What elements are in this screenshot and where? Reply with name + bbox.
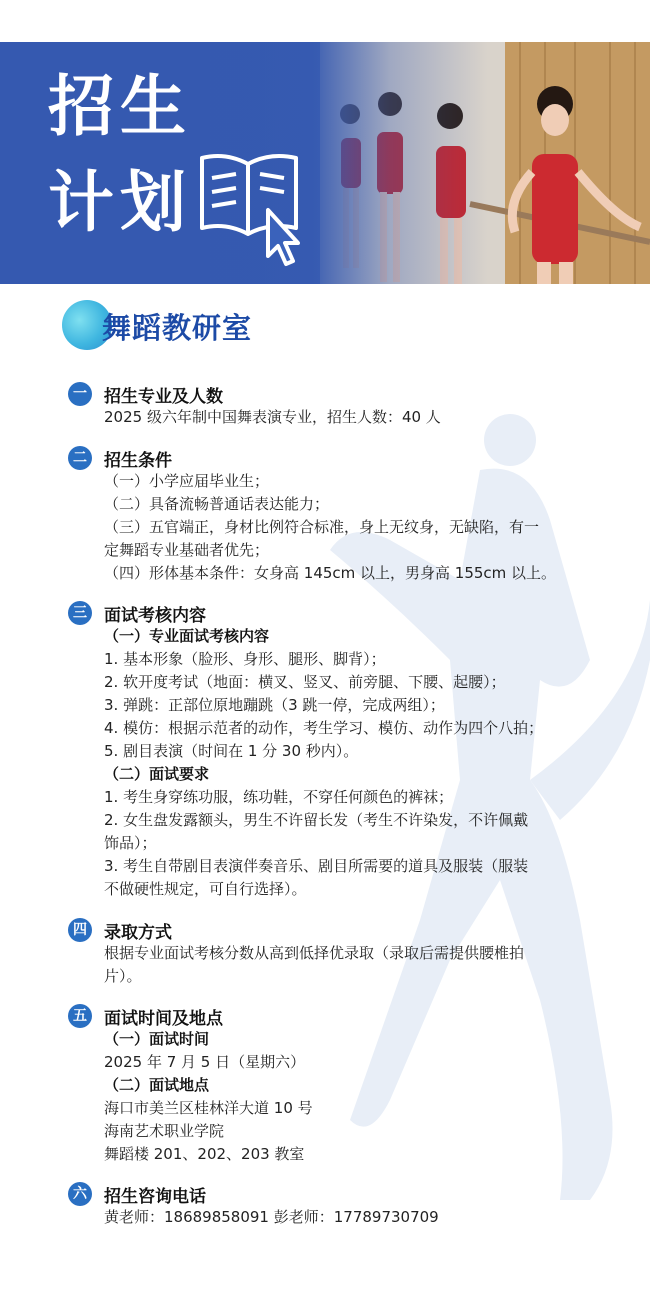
section-number-6: 六	[68, 1182, 92, 1206]
section-text: 定舞蹈专业基础者优先；	[104, 541, 270, 559]
section-text: 2025 级六年制中国舞表演专业，招生人数：40 人	[104, 408, 441, 426]
section-text: 海南艺术职业学院	[104, 1122, 225, 1140]
book-cursor-icon	[196, 144, 302, 274]
section-text: 片）。	[104, 967, 142, 985]
section-text: （四）形体基本条件：女身高 145cm 以上，男身高 155cm 以上。	[104, 564, 557, 582]
subsection-title: （二）面试地点	[104, 1076, 210, 1094]
section-text: （一）小学应届毕业生；	[104, 472, 270, 490]
banner-title-line1: 招生	[48, 68, 192, 145]
top-strip	[0, 0, 650, 42]
section-text: （二）具备流畅普通话表达能力；	[104, 495, 330, 513]
section-title: 招生专业及人数	[104, 387, 223, 407]
section-text: 舞蹈楼 201、202、203 教室	[104, 1145, 305, 1163]
section-number-5: 五	[68, 1004, 92, 1028]
section-text: 3. 弹跳：正部位原地蹦跳（3 跳一停，完成两组）；	[104, 696, 445, 714]
subsection-title: （二）面试要求	[104, 765, 210, 783]
section-title: 面试考核内容	[104, 606, 206, 626]
contact-phones: 黄老师：18689858091 彭老师：17789730709	[104, 1208, 439, 1226]
section-text: 3. 考生自带剧目表演伴奏音乐、剧目所需要的道具及服装（服装	[104, 857, 529, 875]
section-text: （三）五官端正，身材比例符合标准，身上无纹身，无缺陷，有一	[104, 518, 540, 536]
section-text: 根据专业面试考核分数从高到低择优录取（录取后需提供腰椎拍	[104, 944, 525, 962]
section-title: 录取方式	[104, 923, 172, 943]
section-number-1: 一	[68, 382, 92, 406]
section-text: 饰品）；	[104, 834, 157, 852]
section-text: 2. 软开度考试（地面：横叉、竖叉、前旁腿、下腰、起腰）；	[104, 673, 506, 691]
section-title: 招生条件	[104, 451, 172, 471]
section-text: 1. 考生身穿练功服，练功鞋，不穿任何颜色的裤袜；	[104, 788, 454, 806]
banner-title-line2: 计划	[48, 164, 192, 241]
subsection-title: （一）面试时间	[104, 1030, 210, 1048]
section-number-2: 二	[68, 446, 92, 470]
section-text: 海口市美兰区桂林洋大道 10 号	[104, 1099, 313, 1117]
section-text: 1. 基本形象（脸形、身形、腿形、脚背）；	[104, 650, 386, 668]
section-text: 5. 剧目表演（时间在 1 分 30 秒内）。	[104, 742, 359, 760]
section-number-4: 四	[68, 918, 92, 942]
section-number-3: 三	[68, 601, 92, 625]
department-title: 舞蹈教研室	[102, 311, 253, 345]
subsection-title: （一）专业面试考核内容	[104, 627, 270, 645]
section-title: 招生咨询电话	[104, 1187, 206, 1207]
section-text: 2. 女生盘发露额头，男生不许留长发（考生不许染发，不许佩戴	[104, 811, 529, 829]
section-title: 面试时间及地点	[104, 1009, 223, 1029]
section-text: 2025 年 7 月 5 日（星期六）	[104, 1053, 306, 1071]
section-text: 不做硬性规定，可自行选择）。	[104, 880, 307, 898]
section-text: 4. 模仿：根据示范者的动作，考生学习、模仿、动作为四个八拍；	[104, 719, 544, 737]
header-banner	[0, 42, 650, 284]
